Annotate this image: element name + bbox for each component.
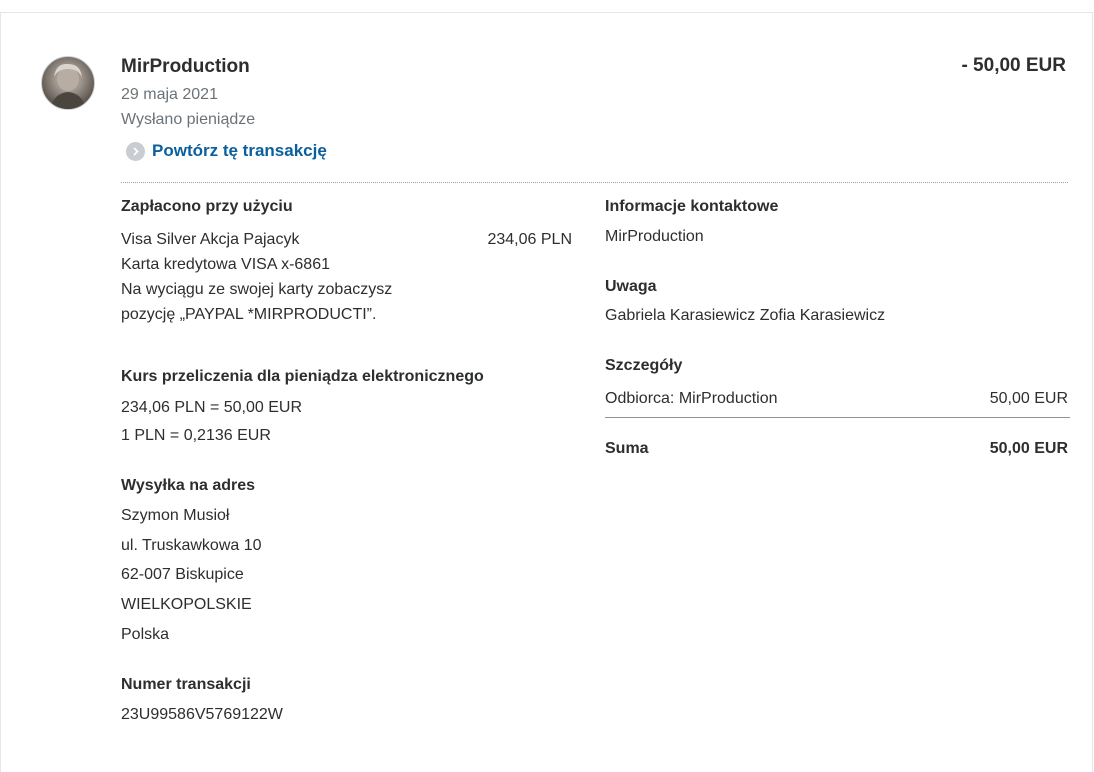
total-amount: 50,00 EUR bbox=[989, 440, 1068, 457]
details-heading: Szczegóły bbox=[605, 357, 683, 374]
transaction-details-card bbox=[0, 12, 1093, 772]
contact-info-heading: Informacje kontaktowe bbox=[605, 198, 779, 215]
recipient-label: Odbiorca: MirProduction bbox=[605, 390, 778, 407]
section-divider bbox=[121, 182, 1068, 183]
shipping-address-line: Szymon Musioł bbox=[121, 507, 230, 524]
details-divider bbox=[605, 417, 1070, 418]
merchant-name: MirProduction bbox=[121, 56, 250, 77]
shipping-address-line: WIELKOPOLSKIE bbox=[121, 596, 252, 613]
statement-info: Na wyciągu ze swojej karty zobaczysz bbox=[121, 281, 393, 298]
repeat-transaction-link[interactable] bbox=[126, 141, 327, 161]
conversion-rate: 1 PLN = 0,2136 EUR bbox=[121, 427, 271, 444]
transaction-date: 29 maja 2021 bbox=[121, 86, 218, 103]
shipping-heading: Wysyłka na adres bbox=[121, 477, 256, 494]
note-value: Gabriela Karasiewicz Zofia Karasiewicz bbox=[605, 307, 886, 324]
shipping-address-line: 62-007 Biskupice bbox=[121, 566, 244, 583]
contact-info-value: MirProduction bbox=[605, 228, 704, 245]
recipient-amount: 50,00 EUR bbox=[989, 390, 1068, 407]
shipping-address-line: ul. Truskawkowa 10 bbox=[121, 537, 262, 554]
statement-descriptor: pozycję „PAYPAL *MIRPRODUCTI”. bbox=[121, 306, 377, 323]
repeat-transaction-label: Powtórz tę transakcję bbox=[152, 141, 327, 160]
payment-method-heading: Zapłacono przy użyciu bbox=[121, 198, 293, 215]
card-description: Karta kredytowa VISA x-6861 bbox=[121, 256, 330, 273]
chevron-right-circle-icon bbox=[126, 142, 145, 161]
conversion-heading: Kurs przeliczenia dla pieniądza elektronicznego bbox=[121, 368, 484, 385]
total-label: Suma bbox=[605, 440, 649, 457]
conversion-total: 234,06 PLN = 50,00 EUR bbox=[121, 399, 303, 416]
transaction-amount: - 50,00 EUR bbox=[961, 55, 1066, 76]
transaction-id-heading: Numer transakcji bbox=[121, 676, 251, 693]
transaction-id: 23U99586V5769122W bbox=[121, 706, 283, 723]
transaction-type: Wysłano pieniądze bbox=[121, 111, 256, 128]
funding-source-name: Visa Silver Akcja Pajacyk bbox=[121, 231, 300, 248]
merchant-avatar bbox=[41, 56, 95, 110]
funding-source-amount: 234,06 PLN bbox=[487, 231, 572, 248]
note-heading: Uwaga bbox=[605, 278, 657, 295]
shipping-address-line: Polska bbox=[121, 626, 170, 643]
